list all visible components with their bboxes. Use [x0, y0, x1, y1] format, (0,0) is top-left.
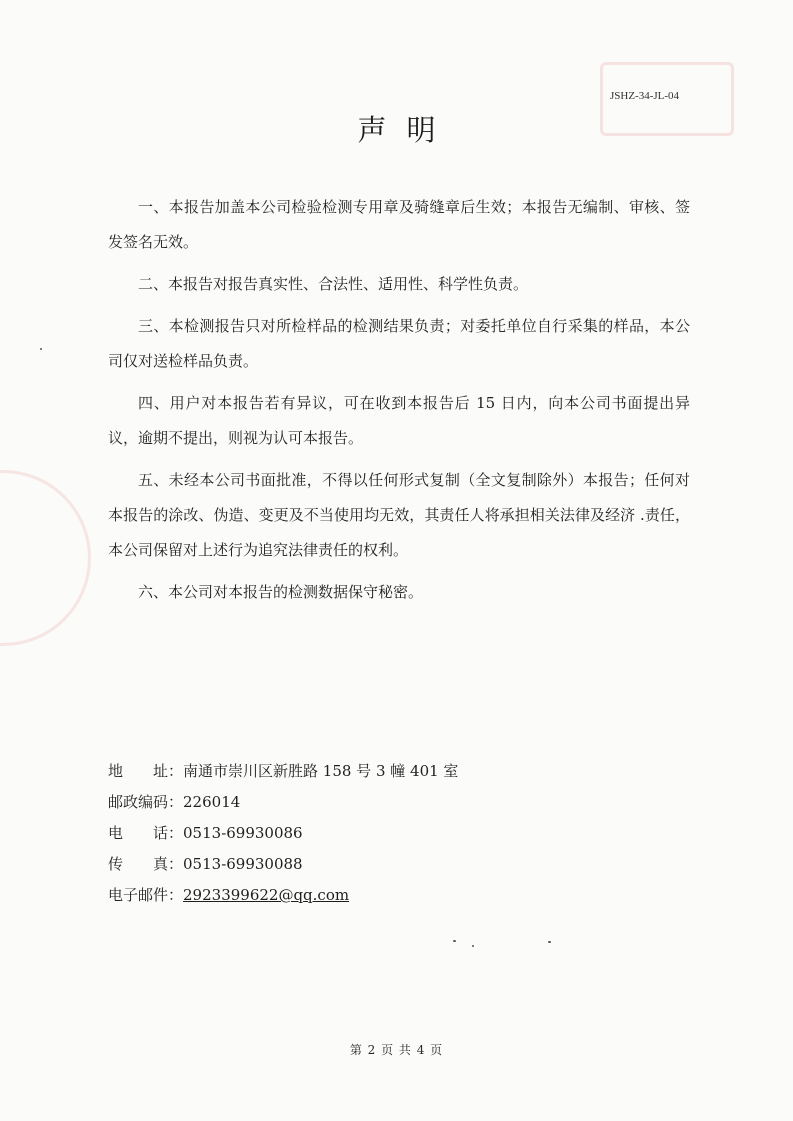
postcode-label: 邮政编码： — [108, 793, 184, 811]
page-number: 第 2 页 共 4 页 — [349, 1043, 444, 1057]
postcode-value: 226014 — [183, 793, 241, 811]
statement-item-5: 五、未经本公司书面批准，不得以任何形式复制（全文复制除外）本报告；任何对本报告的涂改、伪造、变更及不当使用均无效，其责任人将承担相关法律及经济 .责任，本公司保留对上述行为追究法律责任的权利。 — [108, 471, 690, 559]
address-label: 地 址： — [108, 762, 184, 780]
document-code: JSHZ-34-JL-04 — [610, 90, 680, 102]
phone-label: 电 话： — [108, 824, 184, 842]
ghost-seal-shape — [0, 470, 91, 646]
statement-item-6: 六、本公司对本报告的检测数据保守秘密。 — [138, 583, 424, 601]
address-row — [108, 756, 458, 787]
contact-info — [108, 756, 458, 911]
address-value: 南通市崇川区新胜路 158 号 3 幢 401 室 — [183, 762, 459, 780]
statement-item-3: 三、本检测报告只对所检样品的检测结果负责；对委托单位自行采集的样品，本公司仅对送检样品负责。 — [108, 317, 690, 370]
page-title: 声明 — [357, 113, 456, 147]
statement-item-2: 二、本报告对报告真实性、合法性、适用性、科学性负责。 — [138, 275, 529, 293]
statement-item-1: 一、本报告加盖本公司检验检测专用章及骑缝章后生效；本报告无编制、审核、签发签名无效。 — [108, 198, 690, 251]
phone-row — [108, 818, 458, 849]
postcode-row — [108, 787, 458, 818]
scan-speck — [453, 940, 456, 942]
statement-body — [108, 190, 690, 617]
fax-row — [108, 849, 458, 880]
email-row — [108, 880, 458, 911]
email-link[interactable]: 2923399622@qq.com — [183, 886, 350, 904]
scan-speck — [472, 945, 474, 947]
phone-value: 0513-69930086 — [183, 824, 303, 842]
scan-speck — [40, 348, 42, 350]
statement-item-4: 四、用户对本报告若有异议，可在收到本报告后 15 日内，向本公司书面提出异议，逾期不提出，则视为认可本报告。 — [108, 394, 690, 447]
fax-value: 0513-69930088 — [183, 855, 303, 873]
email-label: 电子邮件： — [108, 886, 184, 904]
scan-speck — [548, 941, 551, 943]
fax-label: 传 真： — [108, 855, 184, 873]
